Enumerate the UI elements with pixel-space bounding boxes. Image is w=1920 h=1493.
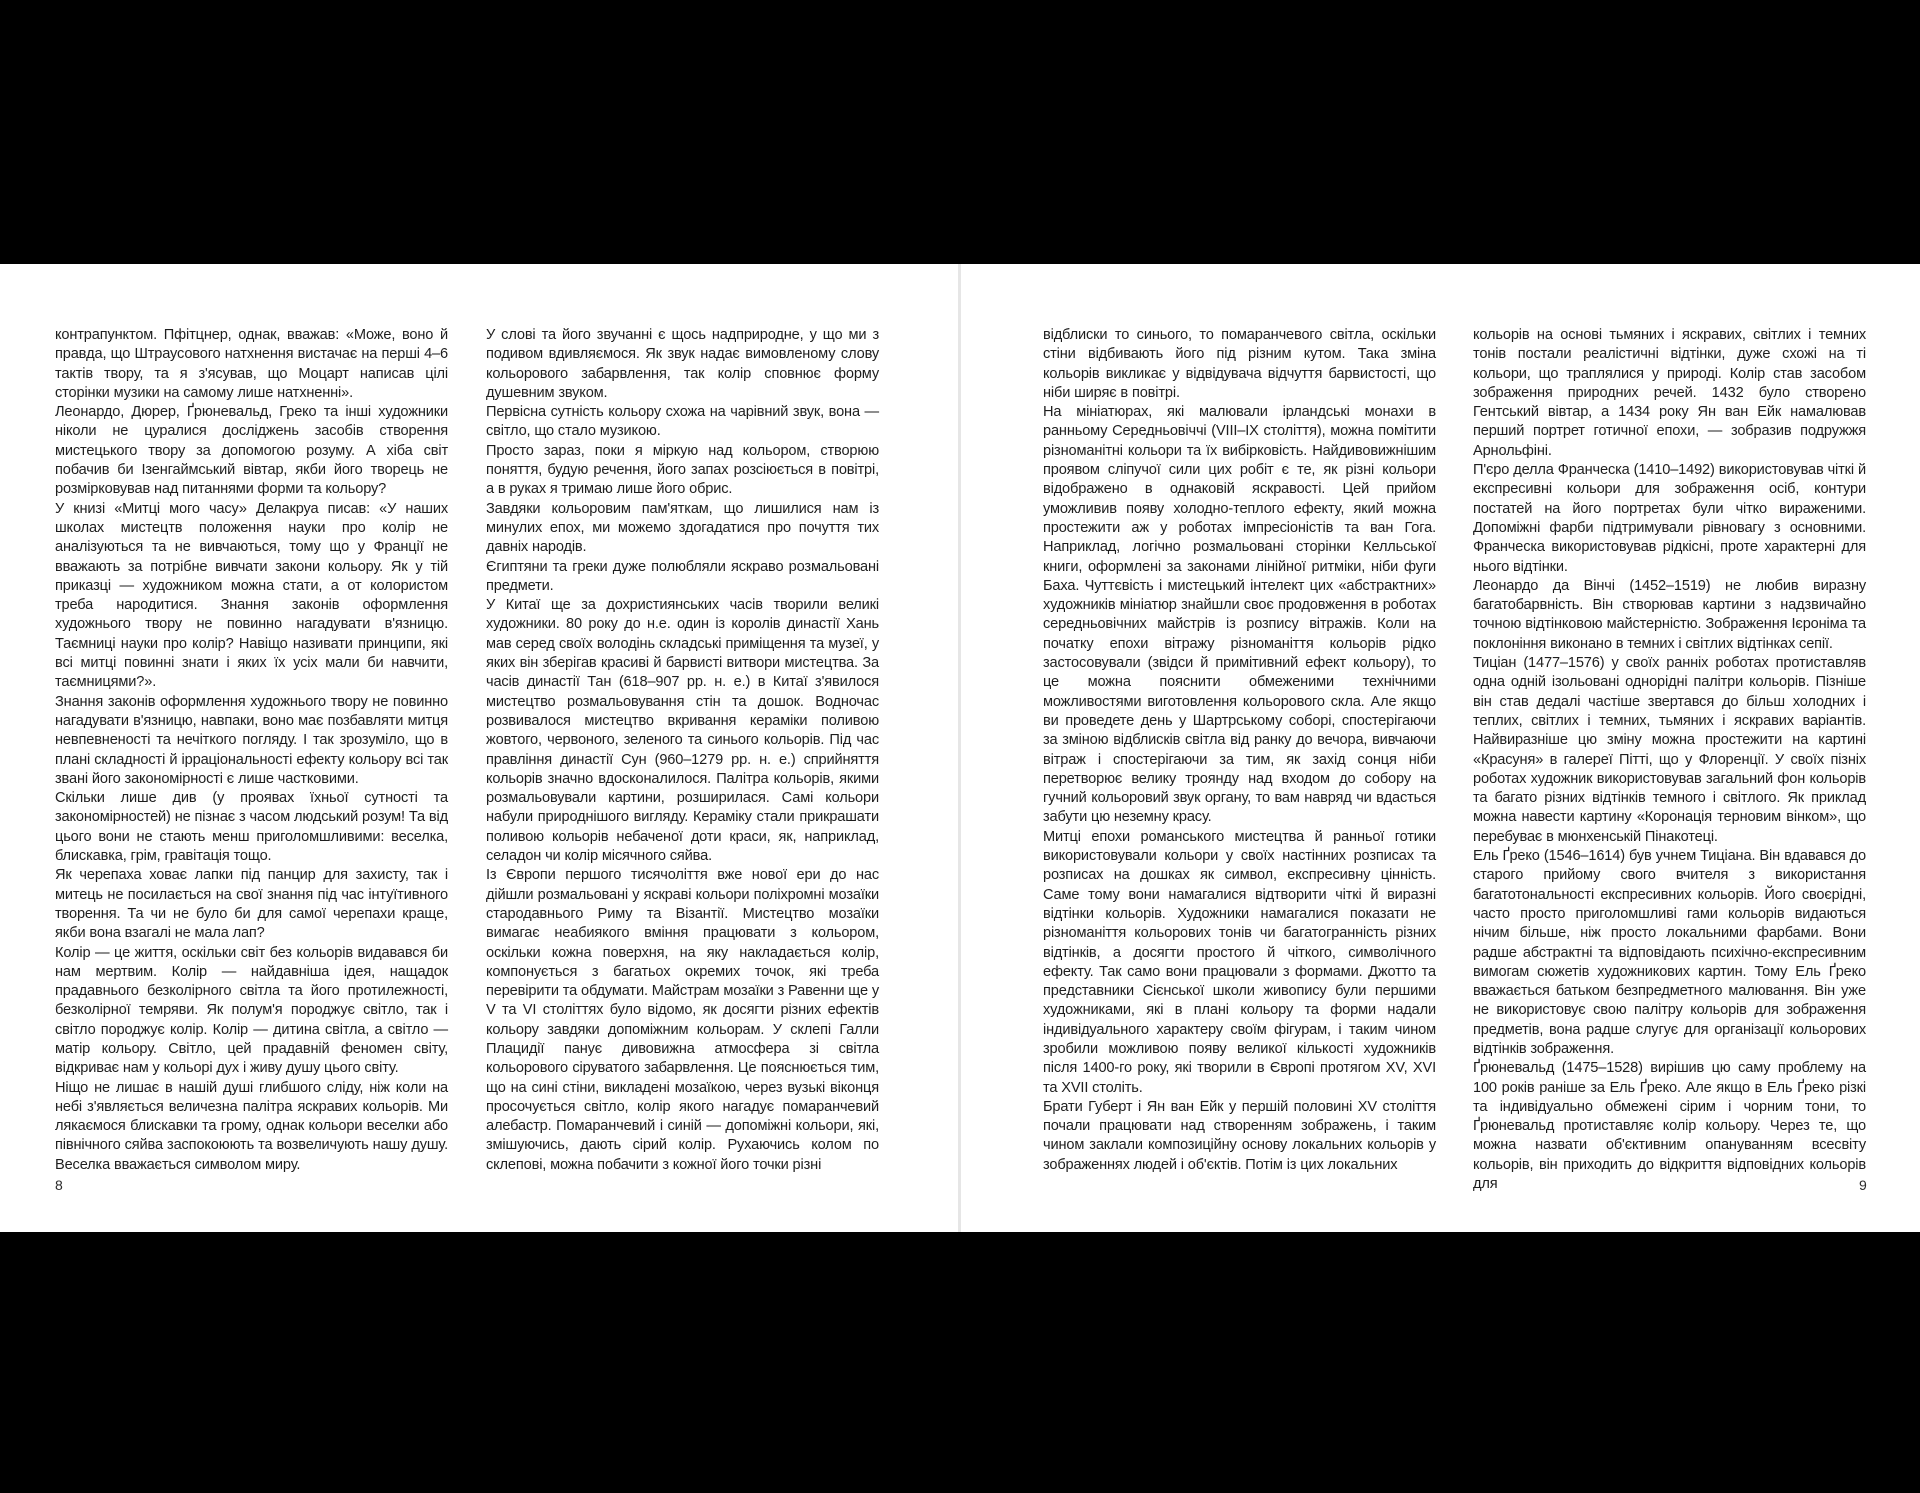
paragraph: Просто зараз, поки я міркую над кольором, створюю поняття, будую речення, його запах розсіюється в повітрі, а в руках я тримаю лише його обрис. <box>486 442 879 498</box>
page-number: 8 <box>55 1177 63 1193</box>
book-spread <box>0 264 1920 1232</box>
right-page-column-1 <box>1043 326 1436 1175</box>
paragraph: Завдяки кольоровим пам'яткам, що лишилися нам із минулих епох, ми можемо здогадатися про почуття тих давніх народів. <box>486 500 879 556</box>
paragraph: Ґрюневальд (1475–1528) вирішив цю саму проблему на 100 років раніше за Ель Ґреко. Але якщо в Ель Ґреко різкі та індивідуально обмежені сірим і чорним тони, то Ґрюневальд протиставляє колір кольору. Через те, що можна назвати об'єктивним опануванням всесвіту кольорів, він приходить до відкриття відповідних кольорів для <box>1473 1060 1866 1193</box>
paragraph: Ніщо не лишає в нашій душі глибшого сліду, ніж коли на небі з'являється величезна палітра яскравих кольорів. Ми лякаємося блискавки та грому, однак кольори веселки або північного сяйва заспокоюють та возвеличують нашу душу. Веселка вважається символом миру. <box>55 1079 448 1173</box>
paragraph: У книзі «Митці мого часу» Делакруа писав: «У наших школах мистецтв положення науки про колір не аналізуються та не вивчаються, тому що у Франції не вважають за потрібне вивчати закони кольору. Як у тій приказці — художником можна стати, а от колористом треба народитися. Знання законів оформлення художнього твору не повинно нагадувати в'язницю. Таємниці науки про колір? Навіщо називати принципи, які всі митці повинні знати і яких їх усіх мали би навчити, таємницями?». <box>55 500 448 691</box>
paragraph: Леонардо, Дюрер, Ґрюневальд, Греко та інші художники ніколи не цуралися досліджень засобів створення мистецького твору за допомогою розуму. А хіба світ побачив би Ізенгаймський вівтар, якби його творець не розмірковував над питаннями форми та кольору? <box>55 404 448 498</box>
paragraph: Брати Губерт і Ян ван Ейк у першій половині XV століття почали працювати над створенням зображень, і таким чином заклали композиційну основу локальних кольорів у зображеннях людей і об'єктів. Потім із цих локальних <box>1043 1098 1436 1173</box>
paragraph: Митці епохи романського мистецтва й ранньої готики використовували кольори у своїх настінних розписах та розписах на дошках як символ, експресивну цінність. Саме тому вони намагалися відтворити чіткі й виразні відтінки кольорів. Художники намагалися показати не різноманіття кольорових тонів чи багатогранність різних відтінків, а досягти простого й чіткого, символічного ефекту. Так само вони працювали з формами. Джотто та представники Сієнської школи живопису були першими художниками, які в плані кольору та форми надали індивідуального характеру своїм фігурам, і таким чином зробили можливою появу великої кількості художників після 1400-го року, які творили в Європі протягом XV, XVI та XVII століть. <box>1043 828 1436 1096</box>
page-number: 9 <box>1859 1177 1867 1193</box>
left-page-column-1 <box>55 326 448 1175</box>
paragraph: Тиціан (1477–1576) у своїх ранніх роботах протиставляв одна одній ізольовані однорідні палітри кольорів. Пізніше він став дедалі частіше звертався до більш холодних і теплих, світлих і темних, тьмяних і яскравих варіантів. Найвиразніше цю зміну можна простежити на картині «Красуня» в галереї Пітті, що у Флоренції. У своїх пізніх роботах художник використовував загальний фон кольорів та багато різних відтінків темного і світлого. Як приклад можна навести картину «Коронація терновим вінком», що перебуває в мюнхенській Пінакотеці. <box>1473 655 1866 845</box>
paragraph: Первісна сутність кольору схожа на чарівний звук, вона — світло, що стало музикою. <box>486 404 879 440</box>
left-page <box>0 264 958 1232</box>
paragraph: Ель Ґреко (1546–1614) був учнем Тиціана. Він вдавався до старого прийому свого вчителя з використання багатотональності експресивних кольорів. Його своєрідні, часто просто приголомшливі гами кольорів видаються нічим більше, ніж просто локальними фарбами. Вони радше абстрактні та відповідають психічно-експресивним вимогам сюжетів художникових картин. Тому Ель Ґреко вважається батьком безпредметного малювання. Він уже не використовує свою палітру кольорів для зображення предметів, вона радше слугує для організації кольорових відтінків зображення. <box>1473 848 1866 1057</box>
right-page-column-2 <box>1473 326 1866 1194</box>
paragraph: Із Європи першого тисячоліття вже нової ери до нас дійшли розмальовані у яскраві кольори поліхромні мозаїки стародавнього Риму та Візантії. Мистецтво мозаїки вимагає неабиякого вміння працювати з кольором, оскільки кожна поверхня, на яку накладається колір, компонується з багатьох окремих точок, які треба перевірити та обдумати. Майстрам мозаїки з Равенни ще у V та VI століттях було відомо, як досягти різних ефектів кольору завдяки допоміжним кольорам. У склепі Галли Плацидії панує дивовижна атмосфера зі світла кольорового сіруватого забарвлення. Це пояснюється тим, що на сині стіни, викладені мозаїкою, через вузькі віконця просочується світло, колір якого нагадує помаранчевий алебастр. Помаранчевий і синій — допоміжні кольори, які, змішуючись, дають сірий колір. Рухаючись колом по склепові, можна побачити з кожної його точки різні <box>486 867 879 1173</box>
paragraph: кольорів на основі тьмяних і яскравих, світлих і темних тонів постали реалістичні відтінки, дуже схожі на ті кольори, що траплялися у природі. Колір став засобом зображення природних речей. 1432 було створено Гентський вівтар, а 1434 року Ян ван Ейк намалював перший портрет готичної епохи, — зобразив подружжя Арнольфіні. <box>1473 327 1866 459</box>
paragraph: У слові та його звучанні є щось надприродне, у що ми з подивом вдивляємося. Як звук надає вимовленому слову кольорового забарвлення, так колір сповнює форму душевним звуком. <box>486 327 879 401</box>
paragraph: відблиски то синього, то помаранчевого світла, оскільки стіни відбивають його під різним кутом. Така зміна кольорів викликає у відвідувача відчуття барвистості, що ніби ширяє в повітрі. <box>1043 327 1436 401</box>
paragraph: Як черепаха ховає лапки під панцир для захисту, так і митець не посилається на свої знання під час інтуїтивного творення. Та чи не було би для самої черепахи краще, якби вона взагалі не мала лап? <box>55 867 448 942</box>
paragraph: Колір — це життя, оскільки світ без кольорів видавався би нам мертвим. Колір — найдавніша ідея, нащадок прадавнього безколірного світла та його протилежності, безколірної темряви. Як полум'я породжує світло, так і світло породжує колір. Колір — дитина світла, а світло — матір кольору. Світло, цей прадавній феномен світу, відкриває нам у кольорі дух і живу душу цього світу. <box>55 944 448 1077</box>
paragraph: контрапунктом. Пфітцнер, однак, вважав: «Може, воно й правда, що Штраусового натхнення вистачає на перші 4–6 тактів твору, та я з'ясував, що Моцарт написав цілі сторінки музики на самому лише натхненні». <box>55 327 448 401</box>
paragraph: На мініатюрах, які малювали ірландські монахи в ранньому Середньовіччі (VIII–IX століття), можна помітити різноманітні кольори та їх вибірковість. Найдивовижнішим проявом сліпучої сили цих робіт є те, як різні кольори відображено в однаковій яскравості. Цей прийом уможливив появу холодно-теплого ефекту, який можна простежити аж у роботах імпресіоністів та ван Гога. Наприклад, логічно розмальовані сторінки Келльської книги, оформлені за законами лінійної ритміки, ніби фуги Баха. Чуттєвість і мистецький інтелект цих «абстрактних» художників мініатюр знайшли своє продовження в роботах середньовічних майстрів із розпису вітражів. Коли на початку епохи вітражу різноманіття кольорів рідко застосовували (звідси й примітивний ефект кольору), то це можна пояснити обмеженими технічними можливостями виготовлення кольорового скла. Але якщо ви проведете день у Шартрському соборі, спостерігаючи за зміною відблисків світла від ранку до вечора, вивчаючи вітраж і спостерігаючи за тим, як захід сонця ніби перетворює велику троянду над входом до собору на гучний кольоровий звук органу, то вам навряд чи вдасться забути цю неземну красу. <box>1043 404 1436 826</box>
paragraph: Знання законів оформлення художнього твору не повинно нагадувати в'язницю, навпаки, воно має позбавляти митця невпевненості та нечіткого погляду. І так зрозуміло, що в плані складності й ірраціональності ефекту кольору всі так звані його закономірності є лише частковими. <box>55 693 448 787</box>
paragraph: У Китаї ще за дохристиянських часів творили великі художники. 80 року до н.е. один із королів династії Хань мав серед своїх володінь складські приміщення та музеї, у яких він зберігав красиві й барвисті витвори мистецтва. За часів династії Тан (618–907 рр. н. е.) в Китаї з'явилося мистецтво розмальовування стін та дошок. Водночас розвивалося мистецтво вкривання кераміки поливою жовтого, червоного, зеленого та синього кольорів. Під час правління династії Сун (960–1279 рр. н. е.) сприйняття кольорів значно вдосконалилося. Палітра кольорів, якими розмальовували картини, розширилася. Самі кольори набули природнішого вигляду. Кераміку стали прикрашати поливою кольорів небаченої доти краси, як, наприклад, селадон чи колір місячного сяйва. <box>486 597 879 865</box>
right-page <box>961 264 1920 1232</box>
paragraph: Єгиптяни та греки дуже полюбляли яскраво розмальовані предмети. <box>486 558 879 594</box>
paragraph: Леонардо да Вінчі (1452–1519) не любив виразну багатобарвність. Він створював картини з надзвичайно точною відтінковою майстерністю. Зображення Ієроніма та поклоніння виконано в темних і світлих відтінках сепії. <box>1473 577 1866 652</box>
left-page-column-2 <box>486 326 879 1175</box>
paragraph: Скільки лише див (у проявах їхньої сутності та закономірностей) не пізнає з часом людський розум! Та від цього вони не стають менш приголомшливими: веселка, блискавка, грім, гравітація тощо. <box>55 790 448 865</box>
paragraph: П'єро делла Франческа (1410–1492) використовував чіткі й експресивні кольори для зображення осіб, контури постатей на його портретах були чітко вираженими. Допоміжні фарби підтримували рівновагу з основними. Франческа використовував рідкісні, проте характерні для нього відтінки. <box>1473 462 1866 575</box>
